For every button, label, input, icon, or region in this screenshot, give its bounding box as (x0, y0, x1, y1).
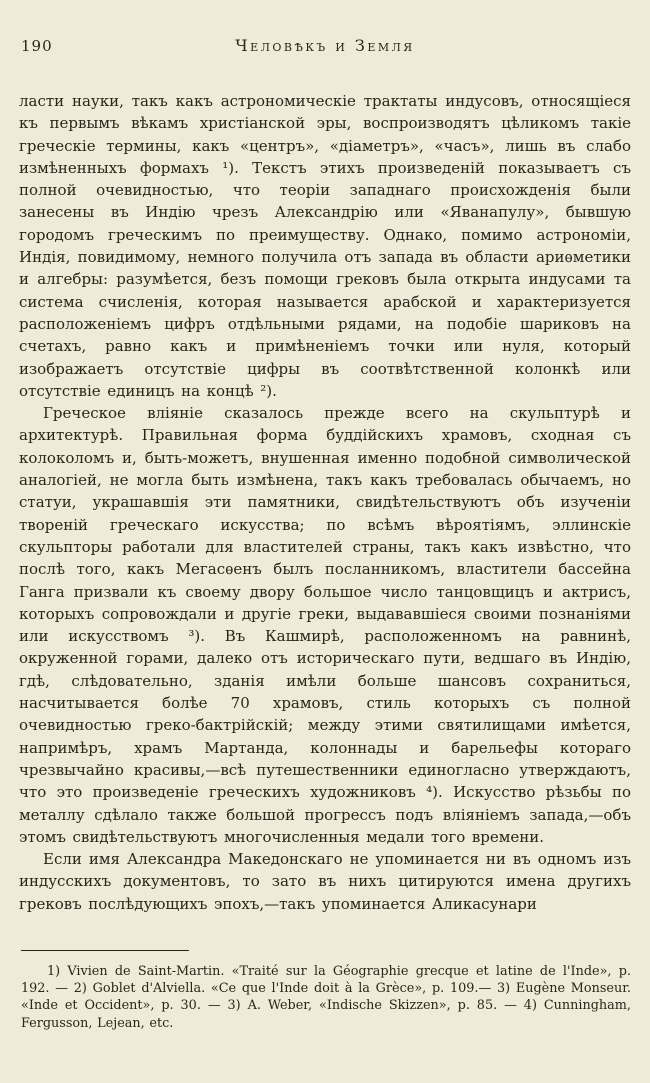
running-title: Человѣкъ и Земля (235, 36, 415, 55)
footnotes-section (19, 950, 631, 1032)
paragraph: ласти науки, такъ какъ астрономическіе трактаты индусовъ, относящіеся къ первымъ вѣкамъ христіанской эры, воспроизводятъ цѣликомъ такіе греческіе термины, какъ «центръ», «діаметръ», «часъ», лишь въ слабо измѣненныхъ формахъ ¹). Текстъ этихъ произведеній показываетъ съ полной очевидностью, что теоріи западнаго происхожденія были занесены въ Индію чрезъ Александрію или «Яванапулу», бывшую городомъ греческимъ по преимуществу. Однако, помимо астрономіи, Индія, повидимому, немного получила отъ запада въ области ариѳметики и алгебры: разумѣется, безъ помощи грековъ была открыта индусами та система счисленія, которая называется арабской и характеризуется расположеніемъ цифръ отдѣльными рядами, на подобіе шариковъ на счетахъ, равно какъ и примѣненіемъ точки или нуля, который изображаетъ отсутствіе цифры въ соотвѣтственной колонкѣ или отсутствіе единицъ на концѣ ²). (19, 92, 631, 400)
footnote-text: 1) Vivien de Saint-Martin. «Traité sur la Géographie grecque et latine de l'Inde», p. 192. — 2) Goblet d'Alviella. «Ce que l'Inde doit à la Grèce», p. 109.— 3) Eugène Monseur. «Inde et Occident», p. 30. — 3) A. Weber, «Indische Skizzen», p. 85. — 4) Cunningham, Fergusson, Lejean, etc. (21, 964, 631, 1031)
paragraph: Если имя Александра Македонскаго не упоминается ни въ одномъ изъ индусскихъ документовъ, то зато въ нихъ цитируются имена другихъ грековъ послѣдующихъ эпохъ,—такъ упоминается Аликасунари (19, 850, 631, 913)
page-number: 190 (21, 37, 53, 55)
footnote-divider (21, 950, 189, 951)
page-header (19, 36, 631, 58)
paragraph: Греческое вліяніе сказалось прежде всего на скульптурѣ и архитектурѣ. Правильная форма буддійскихъ храмовъ, сходная съ колоколомъ и, быть-можетъ, внушенная именно подобной символической аналогіей, не могла быть измѣнена, такъ какъ требовалась обычаемъ, но статуи, украшавшія эти памятники, свидѣтельствуютъ объ изученіи твореній греческаго искусства; по всѣмъ вѣроятіямъ, эллинскіе скульпторы работали для властителей страны, такъ какъ извѣстно, что послѣ того, какъ Мегасѳенъ былъ посланникомъ, властители бассейна Ганга призвали къ своему двору большое число танцовщицъ и актрисъ, которыхъ сопровождали и другіе греки, выдававшіеся своими познаніями или искусствомъ ³). Въ Кашмирѣ, расположенномъ на равнинѣ, окруженной горами, далеко отъ историческаго пути, ведшаго въ Индію, гдѣ, слѣдовательно, зданія имѣли больше шансовъ сохраниться, насчитывается болѣе 70 храмовъ, стиль которыхъ съ полной очевидностью греко-бактрійскій; между этими святилищами имѣется, напримѣръ, храмъ Мартанда, колоннады и барельефы котораго чрезвычайно красивы,—всѣ путешественники единогласно утверждаютъ, что это произведеніе греческихъ художниковъ ⁴). Искусство рѣзьбы по металлу сдѣлало также большой прогрессъ подъ вліяніемъ запада,—объ этомъ свидѣтельствуютъ многочисленныя медали того времени. (19, 404, 631, 846)
page-body (19, 90, 631, 926)
